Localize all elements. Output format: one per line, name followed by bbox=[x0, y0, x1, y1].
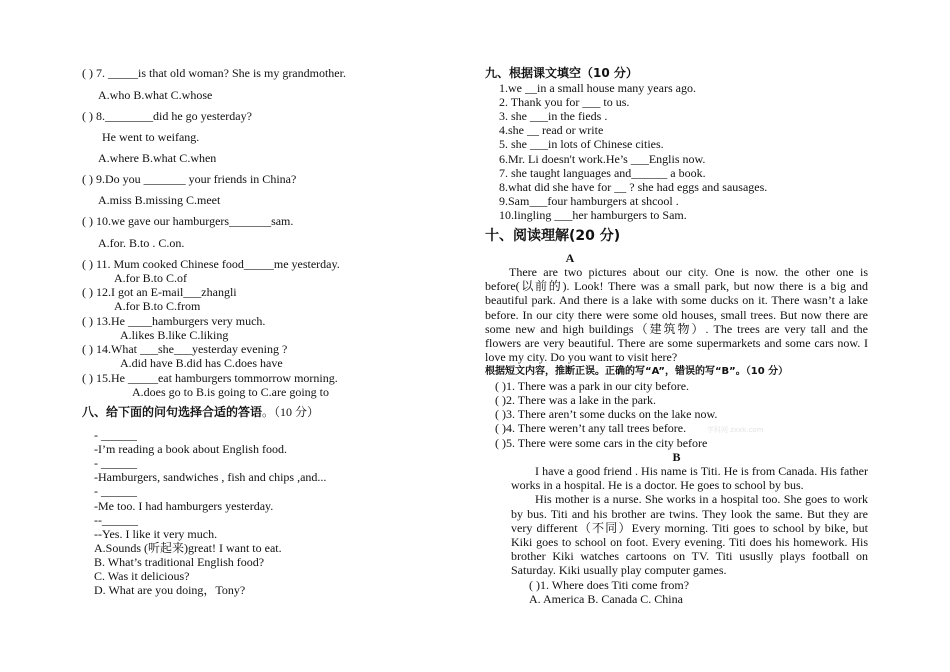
fill-item: 5. she ___in lots of Chinese cities. bbox=[499, 137, 664, 151]
question-7: ( ) 7. _____is that old woman? She is my grandmother. bbox=[82, 66, 346, 80]
dialog-line: - ______ bbox=[94, 428, 137, 442]
dialog-line: --Yes. I like it very much. bbox=[94, 527, 218, 541]
question-9-options: A.miss B.missing C.meet bbox=[98, 193, 221, 207]
question-14: ( ) 14.What ___she___yesterday evening ? bbox=[82, 342, 288, 356]
answer-option-a: A.Sounds (听起来)great! I want to eat. bbox=[94, 541, 282, 555]
question-7-options: A.who B.what C.whose bbox=[98, 88, 213, 102]
fill-item: 9.Sam___four hamburgers at shcool . bbox=[499, 194, 679, 208]
question-13: ( ) 13.He ____hamburgers very much. bbox=[82, 314, 266, 328]
fill-item: 4.she __ read or write bbox=[499, 123, 604, 137]
section-8-title-score: 。（10 分） bbox=[262, 405, 320, 419]
judgement-item: ( )4. There weren’t any tall trees before. bbox=[495, 421, 687, 435]
question-15: ( ) 15.He _____eat hamburgers tommorrow morning. bbox=[82, 371, 338, 385]
question-10: ( ) 10.we gave our hamburgers_______sam. bbox=[82, 214, 294, 228]
dialog-line: - ______ bbox=[94, 456, 137, 470]
question-8: ( ) 8.________did he go yesterday? bbox=[82, 109, 252, 123]
answer-option-d: D. What are you doing，Tony? bbox=[94, 583, 246, 597]
dialog-line: -Hamburgers, sandwiches , fish and chips ,and... bbox=[94, 470, 327, 484]
fill-item: 7. she taught languages and______ a book. bbox=[499, 166, 706, 180]
question-13-options: A.likes B.like C.liking bbox=[120, 328, 229, 342]
question-12: ( ) 12.I got an E-mail___zhangli bbox=[82, 285, 237, 299]
fill-item: 2. Thank you for ___ to us. bbox=[499, 95, 630, 109]
dialog-line: -Me too. I had hamburgers yesterday. bbox=[94, 499, 274, 513]
judgement-item: ( )1. There was a park in our city before. bbox=[495, 379, 690, 393]
judgement-item: ( )3. There aren’t some ducks on the lake now. bbox=[495, 407, 718, 421]
question-11: ( ) 11. Mum cooked Chinese food_____me yesterday. bbox=[82, 257, 340, 271]
question-8-options: A.where B.what C.when bbox=[98, 151, 217, 165]
judgement-item: ( )5. There were some cars in the city before bbox=[495, 436, 708, 450]
passage-b-question-1-options: A. America B. Canada C. China bbox=[529, 592, 683, 606]
passage-a-instruction: 根据短文内容，推断正误。正确的写“A”，错误的写“B”。（10 分） bbox=[485, 366, 789, 377]
section-8-title bbox=[82, 405, 319, 419]
fill-item: 1.we __in a small house many years ago. bbox=[499, 81, 696, 95]
question-9: ( ) 9.Do you _______ your friends in China? bbox=[82, 172, 297, 186]
passage-b-label: B bbox=[672, 450, 681, 464]
section-9-title: 九、根据课文填空（10 分） bbox=[485, 66, 638, 80]
watermark: 学科网 zxxk.com bbox=[707, 426, 764, 434]
passage-b-paragraph-2: His mother is a nurse. She works in a hospital too. She goes to work by bus. Titi and his brother are twins. They look the same. But they are very different（不同）Every morning. Titi goes to school by bike, but Kiki goes to school on foot. Every evening. Titi does his homework. His brother Kiki watches cartoons on TV. Titi ususlly plays football on Saturday. Kiki usually play computer games. bbox=[511, 492, 868, 578]
answer-option-b: B. What’s traditional English food? bbox=[94, 555, 265, 569]
question-15-options: A.does go to B.is going to C.are going to bbox=[132, 385, 329, 399]
section-8-title-main: 八、给下面的问句选择合适的答语 bbox=[82, 405, 263, 419]
passage-a bbox=[485, 265, 868, 364]
question-8-answer: He went to weifang. bbox=[102, 130, 200, 144]
answer-option-c: C. Was it delicious? bbox=[94, 569, 190, 583]
question-10-options: A.for. B.to . C.on. bbox=[98, 236, 185, 250]
passage-b bbox=[511, 464, 868, 578]
question-14-options: A.did have B.did has C.does have bbox=[120, 356, 283, 370]
passage-b-question-1: ( )1. Where does Titi come from? bbox=[529, 578, 690, 592]
fill-item: 10.lingling ___her hamburgers to Sam. bbox=[499, 208, 687, 222]
passage-b-paragraph-1: I have a good friend . His name is Titi. He is from Canada. His father works in a hospital. He is a doctor. He goes to school by bus. bbox=[511, 464, 868, 493]
fill-item: 8.what did she have for __ ? she had eggs and sausages. bbox=[499, 180, 768, 194]
dialog-line: -I’m reading a book about English food. bbox=[94, 442, 287, 456]
question-11-options: A.for B.to C.of bbox=[114, 271, 187, 285]
dialog-line: - ______ bbox=[94, 484, 137, 498]
section-10-title: 十、阅读理解(20 分) bbox=[485, 228, 621, 244]
passage-a-label: A bbox=[565, 251, 575, 265]
judgement-item: ( )2. There was a lake in the park. bbox=[495, 393, 657, 407]
passage-a-text: There are two pictures about our city. One is now. the other one is before(以前的). Look! There was a small park, but now there is a big and beautiful park. And there is a lake with some ducks on it. There wasn’t a lake before. In our city there were some old houses, small trees. But now there are some new and high buildings（建筑物）. The trees are very tall and the flowers are very beautiful. There are some supermarkets and some cars now. I love my city. Do you want to visit here? bbox=[485, 265, 868, 365]
question-12-options: A.for B.to C.from bbox=[114, 299, 201, 313]
dialog-line: --______ bbox=[94, 513, 138, 527]
fill-item: 3. she ___in the fieds . bbox=[499, 109, 608, 123]
fill-item: 6.Mr. Li doesn't work.He’s ___Englis now. bbox=[499, 152, 706, 166]
